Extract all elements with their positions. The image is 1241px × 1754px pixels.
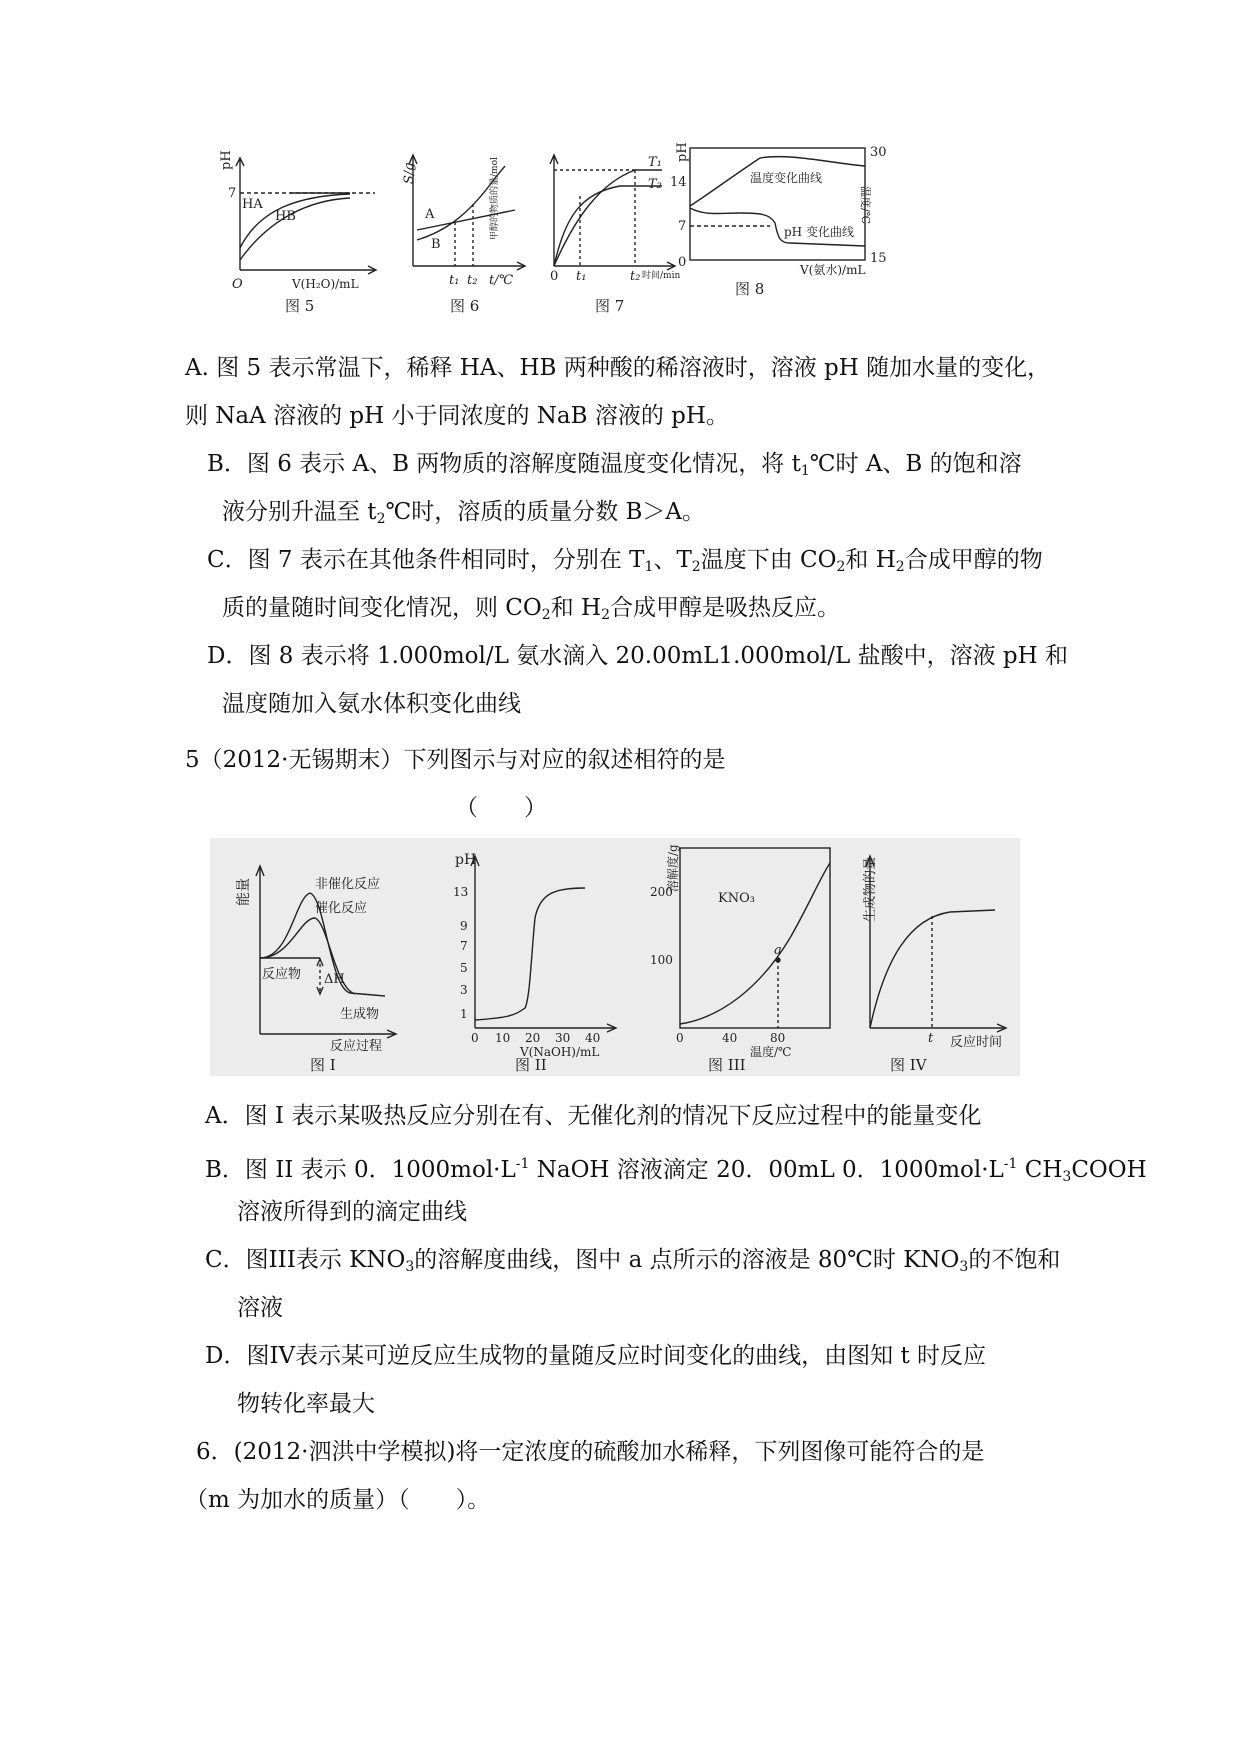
fig5-y7: 7: [228, 186, 237, 201]
q4-option-d-line1: D．图 8 表示将 1.000mol/L 氨水滴入 20.00mL1.000mol/L 盐酸中，溶液 pH 和: [207, 643, 1069, 669]
q5-b1-pre: B．图 II 表示 0．1000mol·L: [205, 1157, 516, 1183]
figII-xlabel: V(NaOH)/mL: [520, 1045, 600, 1059]
q4-b2-post: ℃时，溶质的质量分数 B＞A。: [385, 499, 706, 525]
fig7-zero: 0: [550, 269, 559, 284]
figI-product-label: 生成物: [340, 1007, 380, 1022]
fig8-ylabel-right: 温度/℃: [859, 186, 872, 225]
fig8-r30: 30: [870, 145, 887, 160]
figure-5: [219, 150, 376, 315]
q4-b1-post: ℃时 A、B 的饱和溶: [809, 451, 1022, 477]
fig8-y0: 0: [678, 255, 687, 270]
q4-option-b-line2: [222, 496, 705, 535]
fig7-xlabel: 时间/min: [642, 271, 681, 281]
fig5-ylabel: pH: [219, 150, 234, 170]
fig5-caption: 图 5: [285, 297, 315, 315]
q5-option-b-line2: 溶液所得到的滴定曲线: [237, 1199, 467, 1225]
figI-dh-label: ΔH: [324, 972, 345, 987]
fig8-y14: 14: [670, 175, 687, 190]
q4-c1-s3: 2: [836, 559, 846, 575]
q5-option-a: A．图 I 表示某吸热反应分别在有、无催化剂的情况下反应过程中的能量变化: [205, 1103, 982, 1129]
q5-c1-s1: 3: [405, 1259, 415, 1275]
q6-stem-line1: 6．(2012·泗洪中学模拟)将一定浓度的硫酸加水稀释，下列图像可能符合的是: [196, 1439, 985, 1465]
figII-y13: 13: [453, 885, 469, 899]
q4-c1-s4: 2: [895, 559, 905, 575]
q5-b1-sup1: -1: [515, 1156, 530, 1172]
figI-noncat-label: 非催化反应: [315, 877, 381, 892]
figII-y7: 7: [460, 939, 468, 953]
figIII-x40: 40: [722, 1031, 738, 1045]
fig7-T2: T₂: [648, 177, 662, 192]
figIII-x0: 0: [676, 1031, 684, 1045]
figIII-y100: 100: [650, 953, 673, 967]
fig6-caption: 图 6: [450, 297, 480, 315]
figIII-xlabel: 温度/℃: [750, 1045, 792, 1059]
fig8-y7: 7: [678, 219, 687, 234]
figure-7: [488, 155, 680, 315]
figII-x0: 0: [471, 1031, 479, 1045]
q4-option-c-line1: [207, 544, 1043, 583]
figI-caption: 图 I: [310, 1056, 336, 1074]
q4-b2-sub: 2: [376, 511, 386, 527]
figII-x20: 20: [525, 1031, 541, 1045]
figI-ylabel: 能量: [236, 878, 252, 906]
q4-c1-s1: 1: [644, 559, 654, 575]
figIII-x80: 80: [770, 1031, 786, 1045]
q4-c2-pre: 质的量随时间变化情况，则 CO: [222, 595, 542, 621]
fig5-hb-label: HB: [275, 209, 296, 224]
figII-y3: 3: [460, 983, 468, 997]
q5-option-c-line2: 溶液: [237, 1295, 283, 1321]
q5-figures: [210, 838, 1020, 1076]
figII-x30: 30: [555, 1031, 571, 1045]
fig6-b-label: B: [431, 237, 441, 252]
q5-b1-mid: NaOH 溶液滴定 20．00mL 0．1000mol·L: [529, 1157, 1004, 1183]
q4-b2-pre: 液分别升温至 t: [222, 499, 377, 525]
fig7-caption: 图 7: [595, 297, 625, 315]
q5-option-d-line2: 物转化率最大: [237, 1391, 375, 1417]
figIII-kno3-label: KNO₃: [718, 891, 755, 906]
figIII-point-a: a: [774, 943, 782, 958]
q5-c1-mid: 的溶解度曲线，图中 a 点所示的溶液是 80℃时 KNO: [414, 1247, 960, 1273]
q4-b1-pre: B．图 6 表示 A、B 两物质的溶解度随温度变化情况，将 t: [207, 451, 801, 477]
figII-caption: 图 II: [515, 1056, 547, 1074]
figII-ylabel: pH: [455, 852, 477, 868]
q4-option-a-line1: A. 图 5 表示常温下，稀释 HA、HB 两种酸的稀溶液时，溶液 pH 随加水量的变化，: [185, 355, 1051, 381]
fig8-caption: 图 8: [735, 280, 765, 298]
fig8-ph-curve-label: pH 变化曲线: [784, 225, 854, 239]
figII-y9: 9: [460, 919, 468, 933]
q4-c2-post: 合成甲醇是吸热反应。: [609, 595, 840, 621]
q5-option-d-line1: D．图IV表示某可逆反应生成物的量随反应时间变化的曲线，由图知 t 时反应: [205, 1343, 987, 1369]
q4-c1-post: 合成甲醇的物: [904, 547, 1043, 573]
fig6-t2: t₂: [467, 273, 478, 288]
top-figures: [219, 142, 1000, 333]
fig8-temp-curve-label: 温度变化曲线: [750, 171, 823, 185]
figII-y5: 5: [460, 961, 468, 975]
q4-c2-s1: 2: [541, 607, 551, 623]
q4-c2-s2: 2: [601, 607, 610, 623]
q5-b1-sup2: -1: [1003, 1156, 1018, 1172]
figure-8: [670, 142, 887, 298]
fig6-a-label: A: [425, 207, 435, 222]
q5-b1-post: COOH: [1071, 1157, 1147, 1183]
figII-x40: 40: [585, 1031, 601, 1045]
q5-c1-s2: 3: [959, 1259, 969, 1275]
figIV-t: t: [928, 1031, 934, 1046]
q5-b1-sub: 3: [1062, 1169, 1072, 1185]
fig8-ylabel-left: pH: [675, 142, 690, 162]
q5-option-c-line1: [205, 1244, 1060, 1283]
q6-stem-line2: （m 为加水的质量）（ ）。: [185, 1487, 491, 1513]
q5-stem: 5（2012·无锡期末）下列图示与对应的叙述相符的是: [185, 747, 726, 773]
fig8-r15: 15: [870, 251, 887, 266]
fig8-xlabel: V(氨水)/mL: [800, 263, 866, 277]
figI-cat-label: 催化反应: [315, 901, 368, 916]
fig5-ha-label: HA: [242, 197, 263, 212]
q4-b1-sub: 1: [800, 463, 810, 479]
q5-answer-paren: （ ）: [455, 795, 547, 821]
fig7-t2: t₂: [630, 269, 641, 284]
fig7-t1: t₁: [576, 269, 587, 284]
fig6-ylabel: S/g: [402, 162, 417, 184]
q5-b1-mid2: CH: [1017, 1157, 1063, 1183]
figII-y1: 1: [460, 1007, 468, 1021]
fig6-t1: t₁: [449, 273, 460, 288]
q4-option-c-line2: [222, 592, 840, 631]
q4-c2-mid: 和 H: [550, 595, 602, 621]
fig6-xlabel: t/℃: [489, 273, 514, 288]
fig5-xlabel: V(H₂O)/mL: [292, 277, 359, 291]
q4-c1-s2: 2: [691, 559, 701, 575]
q4-option-a-line2: 则 NaA 溶液的 pH 小于同浓度的 NaB 溶液的 pH。: [185, 403, 729, 429]
figIII-ylabel: 溶解度/g: [666, 844, 680, 892]
q4-c1-mid2: 温度下由 CO: [700, 547, 837, 573]
figIII-y200: 200: [650, 885, 673, 899]
figIV-ylabel: 生成物的量: [863, 856, 878, 922]
figII-x10: 10: [495, 1031, 511, 1045]
fig7-ylabel: 甲醇的物质的量/mol: [490, 157, 500, 240]
figure-6: [402, 155, 525, 315]
q4-c1-mid3: 和 H: [845, 547, 896, 573]
fig5-origin: O: [232, 277, 243, 292]
figIII-caption: 图 III: [708, 1056, 746, 1074]
figIV-xlabel: 反应时间: [950, 1035, 1003, 1050]
figIV-caption: 图 IV: [890, 1056, 927, 1074]
q4-c1-mid: 、T: [653, 547, 692, 573]
q5-c1-pre: C．图III表示 KNO: [205, 1247, 406, 1273]
figI-reactant-label: 反应物: [262, 967, 302, 982]
fig7-T1: T₁: [648, 155, 662, 170]
q5-option-b-line1: [205, 1148, 1147, 1193]
q4-option-d-line2: 温度随加入氨水体积变化曲线: [222, 691, 521, 717]
figI-xlabel: 反应过程: [330, 1039, 383, 1054]
q4-c1-pre: C．图 7 表示在其他条件相同时，分别在 T: [207, 547, 645, 573]
q5-c1-post: 的不饱和: [968, 1247, 1061, 1273]
q4-option-b-line1: [207, 448, 1022, 487]
